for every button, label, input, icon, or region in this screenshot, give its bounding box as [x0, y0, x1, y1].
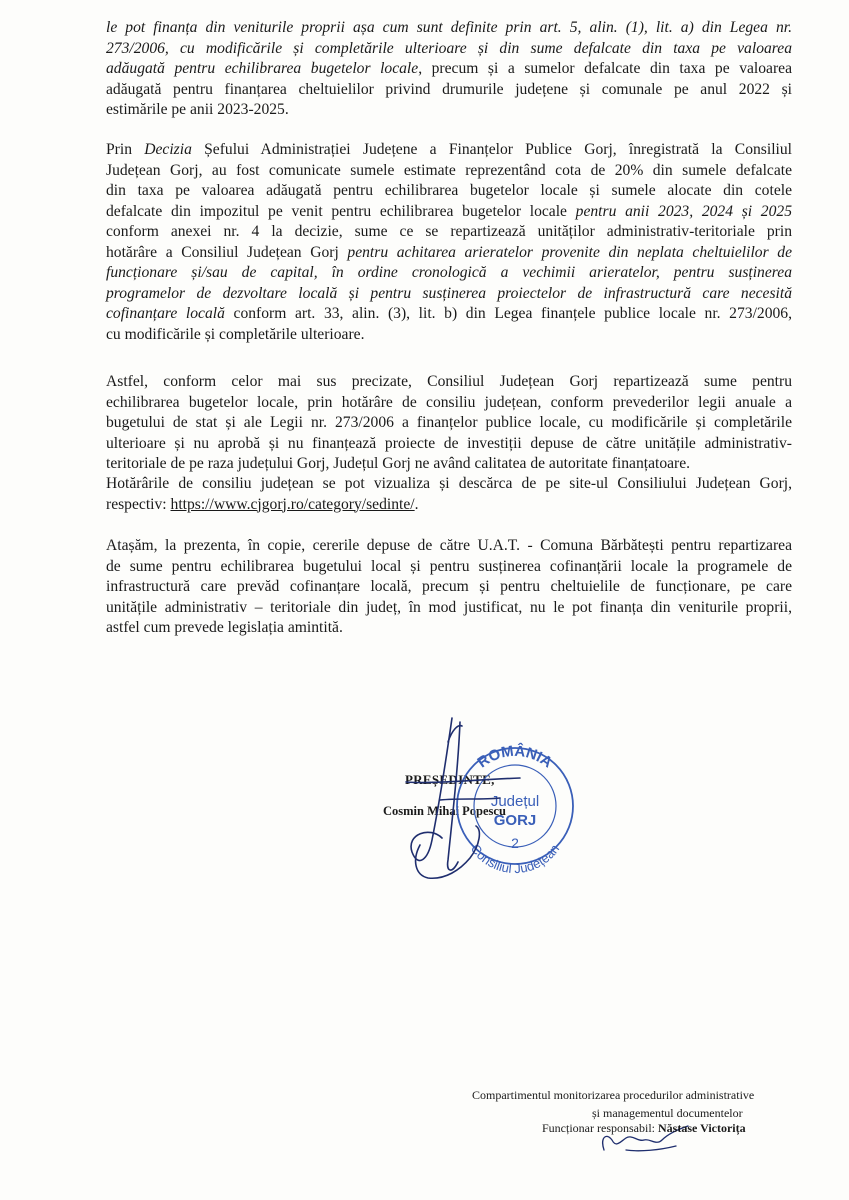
italic-text: adăugată pentru echilibrarea bugetelor locale	[106, 60, 419, 77]
text-segment: Județean Gorj, au fost comunicate sumele estimate reprezentând cota de 20% din sumele defalcate	[106, 161, 792, 179]
text-segment: conform art. 33, alin. (3), lit. b) din Legea finanțele publice locale nr. 273/2006,	[224, 305, 792, 322]
text-segment: ulterioare și nu aprobă și nu finanțează proiecte de investiții depuse de către unitățile administrativ-	[106, 434, 792, 452]
text-segment: hotărâre a Consiliul Județean Gorj	[106, 243, 348, 261]
text-segment: estimările pe anii 2023-2025.	[106, 101, 289, 118]
text-segment: conform anexei nr. 4 la decizie, sume ce se repartizează unităților administrativ-teritoriale prin	[106, 223, 792, 240]
text-segment: cu modificările și completările ulterioare.	[106, 325, 365, 343]
stamp-number: 2	[511, 835, 519, 851]
text-segment: defalcate din impozitul pe venit pentru echilibrarea bugetelor locale	[106, 202, 576, 220]
stamp-line-1: Județul	[490, 793, 540, 810]
officer-name: Năstase Victorița	[657, 1121, 746, 1135]
stamp-line-2: GORJ	[493, 812, 537, 829]
stamp-top-text: ROMÂNIA	[474, 742, 556, 772]
text-segment: teritoriale de pe raza județului Gorj, Județul Gorj ne având calitatea de autoritate finanțatoare.	[106, 455, 691, 472]
text-segment: din taxa pe valoarea adăugată pentru echilibrarea bugetelor locale și sumele alocate din cotele	[106, 182, 792, 199]
website-link[interactable]: https://www.cjgorj.ro/category/sedinte/	[170, 495, 415, 513]
official-stamp	[457, 742, 573, 876]
footer-department-line-2: și managementul documentelor	[592, 1106, 743, 1120]
text-segment: bugetului de stat și ale Legii nr. 273/2006 a finanțelor publice locale, cu modificările și completările	[106, 414, 792, 431]
text-segment: , precum și a sumelor defalcate din taxa pe valoarea	[418, 60, 793, 77]
text-segment: Astfel, conform celor mai sus precizate, Consiliul Județean Gorj repartizează sume pentru	[106, 373, 792, 390]
text-segment: infrastructură care prevăd cofinanțare locală, precum și pentru cheltuielile de funcționare, pe care	[106, 578, 792, 595]
footer-responsible-officer	[542, 1121, 746, 1136]
italic-text: programelor de dezvoltare locală și pentru susținerea proiectelor de infrastructură care necesită	[106, 284, 792, 302]
text-segment: astfel cum prevede legislația amintită.	[106, 619, 343, 636]
text-segment: adăugată pentru finanțarea cheltuielilor privind drumurile județene și comunale pe anul 2022 și	[106, 80, 792, 98]
italic-text: pentru achitarea arieratelor provenite din neplata cheltuielilor de	[347, 243, 792, 261]
italic-text: 273/2006, cu modificările și completările ulterioare și din sume defalcate din taxa pe valoarea	[106, 39, 792, 57]
text-segment: Hotărârile de consiliu județean se pot vizualiza și descărca de pe site-ul Consiliului Județean Gorj,	[106, 475, 792, 492]
italic-text: Decizia	[144, 141, 192, 158]
text-segment: de sume pentru echilibrarea bugetului local și pentru susținerea cofinanțării locale la programele de	[106, 557, 792, 575]
text-segment: .	[414, 495, 419, 513]
italic-text: pentru anii 2023, 2024 și 2025	[575, 202, 792, 220]
text-segment: Șefului Administrației Județene a Finanțelor Publice Gorj, înregistrată la Consiliul	[191, 141, 792, 158]
text-segment: Prin	[106, 141, 145, 158]
text-segment: respectiv:	[106, 495, 171, 513]
italic-text: cofinanțare locală	[106, 305, 225, 322]
text-segment: Atașăm, la prezenta, în copie, cererile depuse de către U.A.T. - Comuna Bărbătești pentru repartizarea	[106, 537, 792, 554]
signatory-title: PREȘEDINTE,	[405, 772, 495, 787]
signatory-name: Cosmin Mihai Popescu	[383, 804, 506, 818]
text-segment: unitățile administrativ – teritoriale din județ, în mod justificat, nu le pot finanța din veniturile proprii,	[106, 598, 792, 616]
stamp-bottom-text: Consiliul Județean	[467, 841, 563, 877]
italic-text: le pot finanța din veniturile proprii așa cum sunt definite prin art. 5, alin. (1), lit. a) din Legea nr.	[106, 19, 792, 36]
text-segment: echilibrarea bugetelor locale, prin hotărâre de consiliu județean, conform prevederilor legii anuale a	[106, 393, 792, 411]
italic-text: funcționare și/sau de capital, în ordine cronologică a vechimii arieratelor, pentru susținerea	[106, 264, 792, 281]
footer-department-line-1: Compartimentul monitorizarea procedurilor administrative	[472, 1088, 755, 1102]
officer-label: Funcționar responsabil:	[542, 1121, 658, 1135]
